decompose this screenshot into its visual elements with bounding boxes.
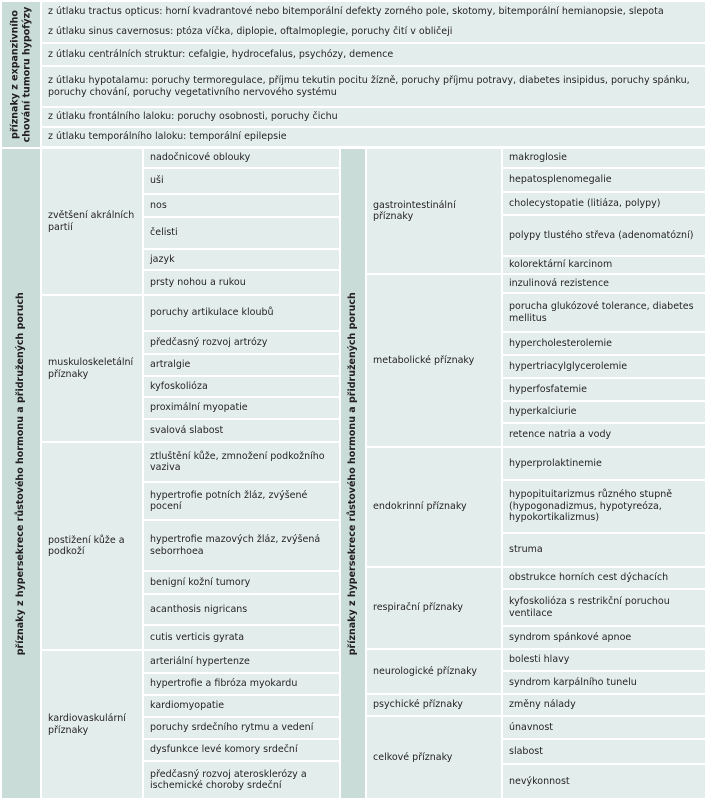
left-item-2-1-text: hypertrofie potních žláz, zvýšené pocení — [150, 489, 308, 512]
top-section-label — [2, 2, 40, 147]
left-item-3-0-text: arteriální hypertenze — [150, 655, 250, 667]
right-item-5-0-text: změny nálady — [509, 699, 576, 711]
right-item-0-1 — [503, 169, 705, 191]
right-section-label-line: příznaky z hypersekrece růstového hormonu a přidružených poruch — [347, 291, 359, 656]
left-item-2-2 — [144, 521, 339, 570]
right-item-0-3 — [503, 216, 705, 255]
top-row-0 — [42, 2, 705, 21]
left-item-0-4 — [144, 250, 339, 269]
left-item-2-0 — [144, 443, 339, 481]
left-item-3-2 — [144, 696, 339, 716]
right-item-6-2 — [503, 765, 705, 798]
left-item-2-4 — [144, 595, 339, 624]
left-item-3-5-text: předčasný rozvoj aterosklerózy a ischemické choroby srdeční — [150, 768, 307, 791]
left-group-1-text: muskuloskeletální příznaky — [48, 357, 134, 380]
left-item-2-4-text: acanthosis nigricans — [150, 603, 248, 615]
top-row-2 — [42, 44, 705, 65]
right-item-1-1-text: porucha glukózové tolerance, diabetes mellitus — [509, 301, 694, 324]
right-item-3-2-text: syndrom spánkové apnoe — [509, 631, 632, 643]
right-group-2 — [367, 448, 501, 566]
right-item-3-0-text: obstrukce horních cest dýchacích — [509, 572, 669, 584]
right-item-2-0-text: hyperprolaktinemie — [509, 457, 602, 469]
right-item-4-0 — [503, 650, 705, 670]
right-item-0-3-text: polypy tlustého střeva (adenomatózní) — [509, 229, 694, 241]
right-item-1-2-text: hypercholesterolemie — [509, 337, 613, 349]
left-item-2-5 — [144, 626, 339, 649]
left-group-3 — [42, 651, 142, 798]
right-item-0-4-text: kolorektární karcinom — [509, 259, 613, 271]
left-item-1-4 — [144, 398, 339, 418]
left-item-2-3-text: benigní kožní tumory — [150, 576, 251, 588]
right-item-3-2 — [503, 627, 705, 648]
right-item-6-2-text: nevýkonnost — [509, 775, 570, 787]
right-item-3-1-text: kyfoskolióza s restrikční poruchou ventilace — [509, 596, 670, 619]
right-group-0 — [367, 149, 501, 273]
left-item-1-0-text: poruchy artikulace kloubů — [150, 307, 274, 319]
left-item-3-5 — [144, 762, 339, 798]
right-item-2-1-text: hypopituitarizmus různého stupně (hypogonadizmus, hypotyreóza, hypokortikalizmus) — [509, 489, 673, 524]
right-item-3-1 — [503, 590, 705, 625]
left-item-0-0-text: nadočnicové oblouky — [150, 152, 251, 164]
left-group-0-text: zvětšení akrálních partií — [48, 210, 135, 233]
right-item-1-1 — [503, 294, 705, 331]
right-item-2-1 — [503, 481, 705, 532]
right-item-1-0 — [503, 275, 705, 292]
left-group-0 — [42, 149, 142, 294]
top-row-4-text: z útlaku frontálního laloku: poruchy osobnosti, poruchy čichu — [48, 111, 338, 123]
left-section-label-line: příznaky z hypersekrece růstového hormonu a přidružených poruch — [15, 291, 27, 656]
top-row-3-text: z útlaku hypotalamu: poruchy termoregulace, příjmu tekutin pocitu žízně, poruchy příjmu potravy, diabetes insipidus, poruchy spánku, poruchy chování, poruchy vegetativního nervového systému — [48, 75, 690, 98]
right-item-4-1 — [503, 672, 705, 693]
right-item-1-6 — [503, 424, 705, 446]
left-item-0-2-text: nos — [150, 199, 167, 211]
left-item-1-0 — [144, 296, 339, 330]
right-group-4 — [367, 650, 501, 693]
right-group-3-text: respirační příznaky — [373, 602, 463, 614]
left-item-1-3-text: kyfoskolióza — [150, 380, 208, 392]
left-group-1 — [42, 296, 142, 441]
left-item-3-4 — [144, 740, 339, 760]
left-item-2-1 — [144, 483, 339, 519]
right-item-6-0-text: únavnost — [509, 721, 553, 733]
left-item-3-0 — [144, 651, 339, 672]
right-item-1-4 — [503, 379, 705, 400]
top-row-5 — [42, 128, 705, 146]
left-item-1-1 — [144, 332, 339, 353]
left-item-1-5-text: svalová slabost — [150, 424, 224, 436]
left-item-1-3 — [144, 377, 339, 396]
top-section-label-line: chování tumoru hypofýzy — [21, 6, 33, 143]
left-item-0-4-text: jazyk — [150, 253, 175, 265]
top-row-1 — [42, 21, 705, 42]
right-group-1 — [367, 275, 501, 446]
right-group-2-text: endokrinní příznaky — [373, 501, 467, 513]
right-group-1-text: metabolické příznaky — [373, 354, 475, 366]
right-group-3 — [367, 568, 501, 648]
left-item-1-5 — [144, 420, 339, 441]
right-group-4-text: neurologické příznaky — [373, 665, 477, 677]
left-item-0-2 — [144, 195, 339, 216]
right-item-1-5-text: hyperkalciurie — [509, 406, 577, 418]
right-item-1-0-text: inzulinová rezistence — [509, 277, 610, 289]
right-group-5-text: psychické příznaky — [373, 699, 463, 711]
left-item-0-5 — [144, 271, 339, 294]
top-row-5-text: z útlaku temporálního laloku: temporální epilepsie — [48, 131, 287, 143]
right-item-4-0-text: bolesti hlavy — [509, 654, 570, 666]
right-item-1-3 — [503, 356, 705, 377]
right-item-6-1 — [503, 740, 705, 763]
right-section-label — [341, 149, 365, 798]
left-item-3-2-text: kardiomyopatie — [150, 700, 225, 712]
top-row-1-text: z útlaku sinus cavernosus: ptóza víčka, diplopie, oftalmoplegie, poruchy čití v obličeji — [48, 25, 453, 37]
right-item-4-1-text: syndrom karpálního tunelu — [509, 676, 637, 688]
right-item-1-5 — [503, 402, 705, 422]
left-item-0-1-text: uši — [150, 175, 164, 187]
right-item-6-1-text: slabost — [509, 745, 543, 757]
left-item-1-2-text: artralgie — [150, 359, 191, 371]
right-item-3-0 — [503, 568, 705, 588]
right-group-5 — [367, 695, 501, 715]
top-row-4 — [42, 108, 705, 126]
right-item-0-0 — [503, 149, 705, 167]
top-row-3 — [42, 67, 705, 106]
right-item-1-2 — [503, 333, 705, 354]
left-item-2-3 — [144, 572, 339, 593]
left-item-3-1-text: hypertrofie a fibróza myokardu — [150, 678, 298, 690]
left-group-2 — [42, 443, 142, 649]
left-item-2-0-text: ztluštění kůže, zmnožení podkožního vaziva — [150, 450, 325, 473]
right-item-0-0-text: makroglosie — [509, 152, 568, 164]
left-item-1-2 — [144, 355, 339, 375]
left-item-0-3-text: čelisti — [150, 227, 178, 239]
right-item-0-4 — [503, 257, 705, 273]
left-item-3-4-text: dysfunkce levé komory srdeční — [150, 744, 298, 756]
right-item-6-0 — [503, 717, 705, 738]
right-item-1-4-text: hyperfosfatemie — [509, 383, 588, 395]
left-item-1-1-text: předčasný rozvoj artrózy — [150, 336, 268, 348]
right-item-0-2-text: cholecystopatie (litiáza, polypy) — [509, 197, 661, 209]
left-item-0-5-text: prsty nohou a rukou — [150, 276, 246, 288]
right-group-6-text: celkové příznaky — [373, 751, 453, 763]
left-group-2-text: postižení kůže a podkoží — [48, 534, 125, 557]
left-item-2-5-text: cutis verticis gyrata — [150, 631, 245, 643]
left-item-0-1 — [144, 169, 339, 193]
right-item-2-0 — [503, 448, 705, 479]
left-section-label — [2, 149, 40, 798]
right-item-2-2-text: struma — [509, 544, 543, 556]
right-group-6 — [367, 717, 501, 798]
top-section-label-line: příznaky z expanzivního — [9, 10, 21, 139]
right-item-5-0 — [503, 695, 705, 715]
left-item-3-3 — [144, 718, 339, 738]
right-item-1-6-text: retence natria a vody — [509, 429, 612, 441]
left-item-1-4-text: proximální myopatie — [150, 402, 248, 414]
top-row-2-text: z útlaku centrálních struktur: cefalgie, hydrocefalus, psychózy, demence — [48, 48, 394, 60]
right-item-1-3-text: hypertriacylglycerolemie — [509, 360, 628, 372]
left-item-3-1 — [144, 674, 339, 694]
right-item-0-1-text: hepatosplenomegalie — [509, 174, 612, 186]
right-item-2-2 — [503, 534, 705, 566]
left-group-3-text: kardiovaskulární příznaky — [48, 713, 126, 736]
left-item-3-3-text: poruchy srdečního rytmu a vedení — [150, 722, 314, 734]
left-item-0-3 — [144, 218, 339, 248]
left-item-0-0 — [144, 149, 339, 167]
right-group-0-text: gastrointestinální příznaky — [373, 199, 456, 222]
left-item-2-2-text: hypertrofie mazových žláz, zvýšená seborrhoea — [150, 534, 321, 557]
right-item-0-2 — [503, 193, 705, 214]
top-row-0-text: z útlaku tractus opticus: horní kvadrantové nebo bitemporální defekty zorného pole, skotomy, bitemporální hemianopsie, slepota — [48, 5, 664, 17]
